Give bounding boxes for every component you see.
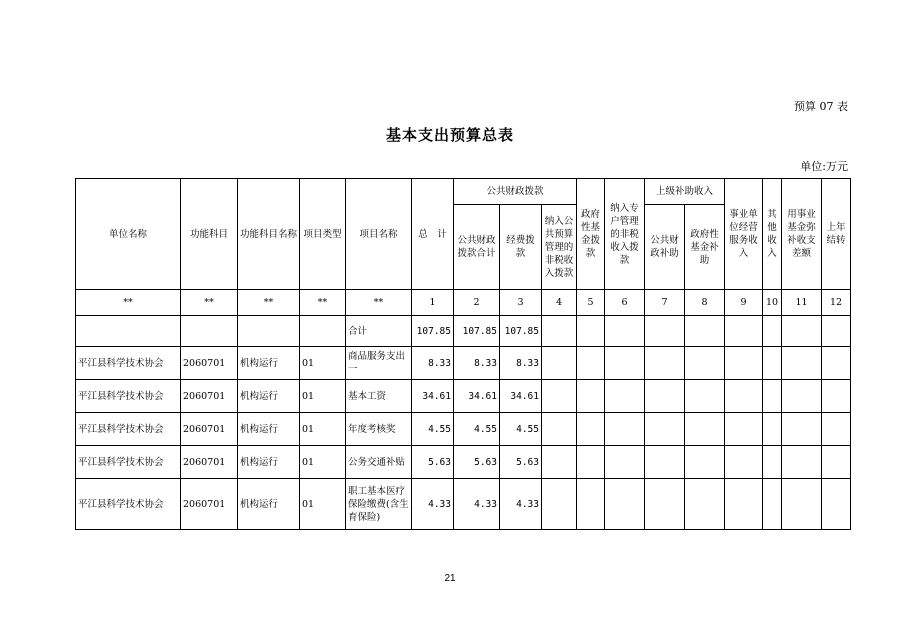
empty-cell [685,316,725,347]
index-cell: 2 [454,290,500,316]
cell-project-name: 商品服务支出一 [346,347,412,380]
index-cell: 12 [822,290,851,316]
empty-cell [763,380,782,413]
empty-cell [605,479,645,530]
cell-total: 8.33 [412,347,454,380]
empty-cell [725,347,763,380]
empty-cell [577,413,605,446]
empty-cell [645,479,685,530]
cell-unit-name: 平江县科学技术协会 [76,413,181,446]
empty-cell [685,446,725,479]
empty-cell [822,479,851,530]
cell-total: 4.33 [412,479,454,530]
cell-project-type: 01 [300,446,346,479]
header-project-name: 项目名称 [346,179,412,290]
empty-cell [725,316,763,347]
empty-cell [605,380,645,413]
empty-cell [645,380,685,413]
empty-cell [782,380,822,413]
index-cell: ** [300,290,346,316]
table-row [76,446,851,479]
table-row [76,380,851,413]
empty-cell [822,446,851,479]
cell-func-subject-name: 机构运行 [238,380,300,413]
index-cell: 7 [645,290,685,316]
header-special-nontax: 纳入专户管理的非税收入拨款 [605,179,645,290]
empty-cell [645,413,685,446]
empty-cell [645,316,685,347]
empty-cell [725,413,763,446]
cell-unit-name: 平江县科学技术协会 [76,446,181,479]
index-cell: 1 [412,290,454,316]
index-cell: 3 [500,290,542,316]
unit-label: 单位:万元 [800,160,848,173]
cell-func-subject-name: 机构运行 [238,347,300,380]
cell-project-type: 01 [300,380,346,413]
empty-cell [542,479,577,530]
budget-table [75,178,851,530]
empty-cell [577,446,605,479]
index-cell: 4 [542,290,577,316]
cell-unit-name: 平江县科学技术协会 [76,380,181,413]
empty-cell [577,479,605,530]
header-func-subject: 功能科目 [181,179,238,290]
header-unit-name: 单位名称 [76,179,181,290]
cell-func-subject-name: 机构运行 [238,479,300,530]
index-cell: 6 [605,290,645,316]
empty-cell [782,413,822,446]
header-public-finance-total: 公共财政拨款合计 [454,205,500,290]
empty-cell [685,413,725,446]
cell-project-type: 01 [300,479,346,530]
cell-operating-funds: 4.55 [500,413,542,446]
empty-cell [685,347,725,380]
empty-cell [76,316,181,347]
header-func-subject-name: 功能科目名称 [238,179,300,290]
empty-cell [542,347,577,380]
total-total: 107.85 [412,316,454,347]
empty-cell [763,347,782,380]
empty-cell [542,316,577,347]
header-public-nontax: 纳入公共预算管理的非税收入拨款 [542,205,577,290]
cell-public-finance-total: 5.63 [454,446,500,479]
index-cell: 9 [725,290,763,316]
empty-cell [725,380,763,413]
cell-public-finance-total: 34.61 [454,380,500,413]
empty-cell [782,446,822,479]
page-number: 21 [444,573,456,584]
cell-func-subject-name: 机构运行 [238,413,300,446]
empty-cell [238,316,300,347]
index-row [76,290,851,316]
cell-operating-funds: 34.61 [500,380,542,413]
empty-cell [605,413,645,446]
empty-cell [542,413,577,446]
header-total: 总 计 [412,179,454,290]
cell-operating-funds: 5.63 [500,446,542,479]
header-row-1 [76,179,851,205]
cell-operating-funds: 4.33 [500,479,542,530]
cell-total: 5.63 [412,446,454,479]
index-cell: 11 [782,290,822,316]
empty-cell [542,380,577,413]
empty-cell [181,316,238,347]
index-cell: ** [238,290,300,316]
empty-cell [577,380,605,413]
empty-cell [763,413,782,446]
cell-project-name: 公务交通补贴 [346,446,412,479]
cell-public-finance-total: 4.55 [454,413,500,446]
empty-cell [300,316,346,347]
header-business-income: 事业单位经营服务收入 [725,179,763,290]
cell-func-subject: 2060701 [181,380,238,413]
empty-cell [782,347,822,380]
empty-cell [725,446,763,479]
index-cell: ** [76,290,181,316]
table-row [76,479,851,530]
cell-unit-name: 平江县科学技术协会 [76,347,181,380]
empty-cell [725,479,763,530]
empty-cell [645,446,685,479]
index-cell: ** [346,290,412,316]
empty-cell [605,446,645,479]
cell-func-subject: 2060701 [181,413,238,446]
index-cell: 5 [577,290,605,316]
cell-func-subject-name: 机构运行 [238,446,300,479]
index-cell: ** [181,290,238,316]
cell-func-subject: 2060701 [181,479,238,530]
table-row [76,347,851,380]
cell-func-subject: 2060701 [181,446,238,479]
header-public-finance: 公共财政拨款 [454,179,577,205]
header-gov-fund: 政府性基金拨款 [577,179,605,290]
empty-cell [685,479,725,530]
header-operating-funds: 经费拨款 [500,205,542,290]
empty-cell [763,446,782,479]
total-operating-funds: 107.85 [500,316,542,347]
cell-public-finance-total: 4.33 [454,479,500,530]
header-other-income: 其他收入 [763,179,782,290]
total-public-finance: 107.85 [454,316,500,347]
header-superior-subsidy: 上级补助收入 [645,179,725,205]
header-sup-gov-fund: 政府性基金补助 [685,205,725,290]
cell-total: 34.61 [412,380,454,413]
cell-project-name: 基本工资 [346,380,412,413]
header-project-type: 项目类型 [300,179,346,290]
header-sup-public-finance: 公共财政补助 [645,205,685,290]
table-row [76,413,851,446]
index-cell: 8 [685,290,725,316]
empty-cell [782,316,822,347]
empty-cell [645,347,685,380]
header-fund-supplement: 用事业基金弥补收支差额 [782,179,822,290]
empty-cell [577,347,605,380]
cell-unit-name: 平江县科学技术协会 [76,479,181,530]
header-carryover: 上年结转 [822,179,851,290]
cell-public-finance-total: 8.33 [454,347,500,380]
empty-cell [605,347,645,380]
empty-cell [822,347,851,380]
empty-cell [685,380,725,413]
empty-cell [822,380,851,413]
empty-cell [822,413,851,446]
form-code: 预算 07 表 [794,100,848,113]
empty-cell [542,446,577,479]
cell-project-name: 年度考核奖 [346,413,412,446]
cell-total: 4.55 [412,413,454,446]
cell-func-subject: 2060701 [181,347,238,380]
empty-cell [763,316,782,347]
empty-cell [577,316,605,347]
empty-cell [763,479,782,530]
cell-project-type: 01 [300,413,346,446]
empty-cell [782,479,822,530]
cell-operating-funds: 8.33 [500,347,542,380]
total-row [76,316,851,347]
cell-project-name: 职工基本医疗保险缴费(含生育保险) [346,479,412,530]
page-title: 基本支出预算总表 [385,126,514,144]
empty-cell [822,316,851,347]
index-cell: 10 [763,290,782,316]
cell-project-type: 01 [300,347,346,380]
empty-cell [605,316,645,347]
total-label: 合计 [346,316,412,347]
